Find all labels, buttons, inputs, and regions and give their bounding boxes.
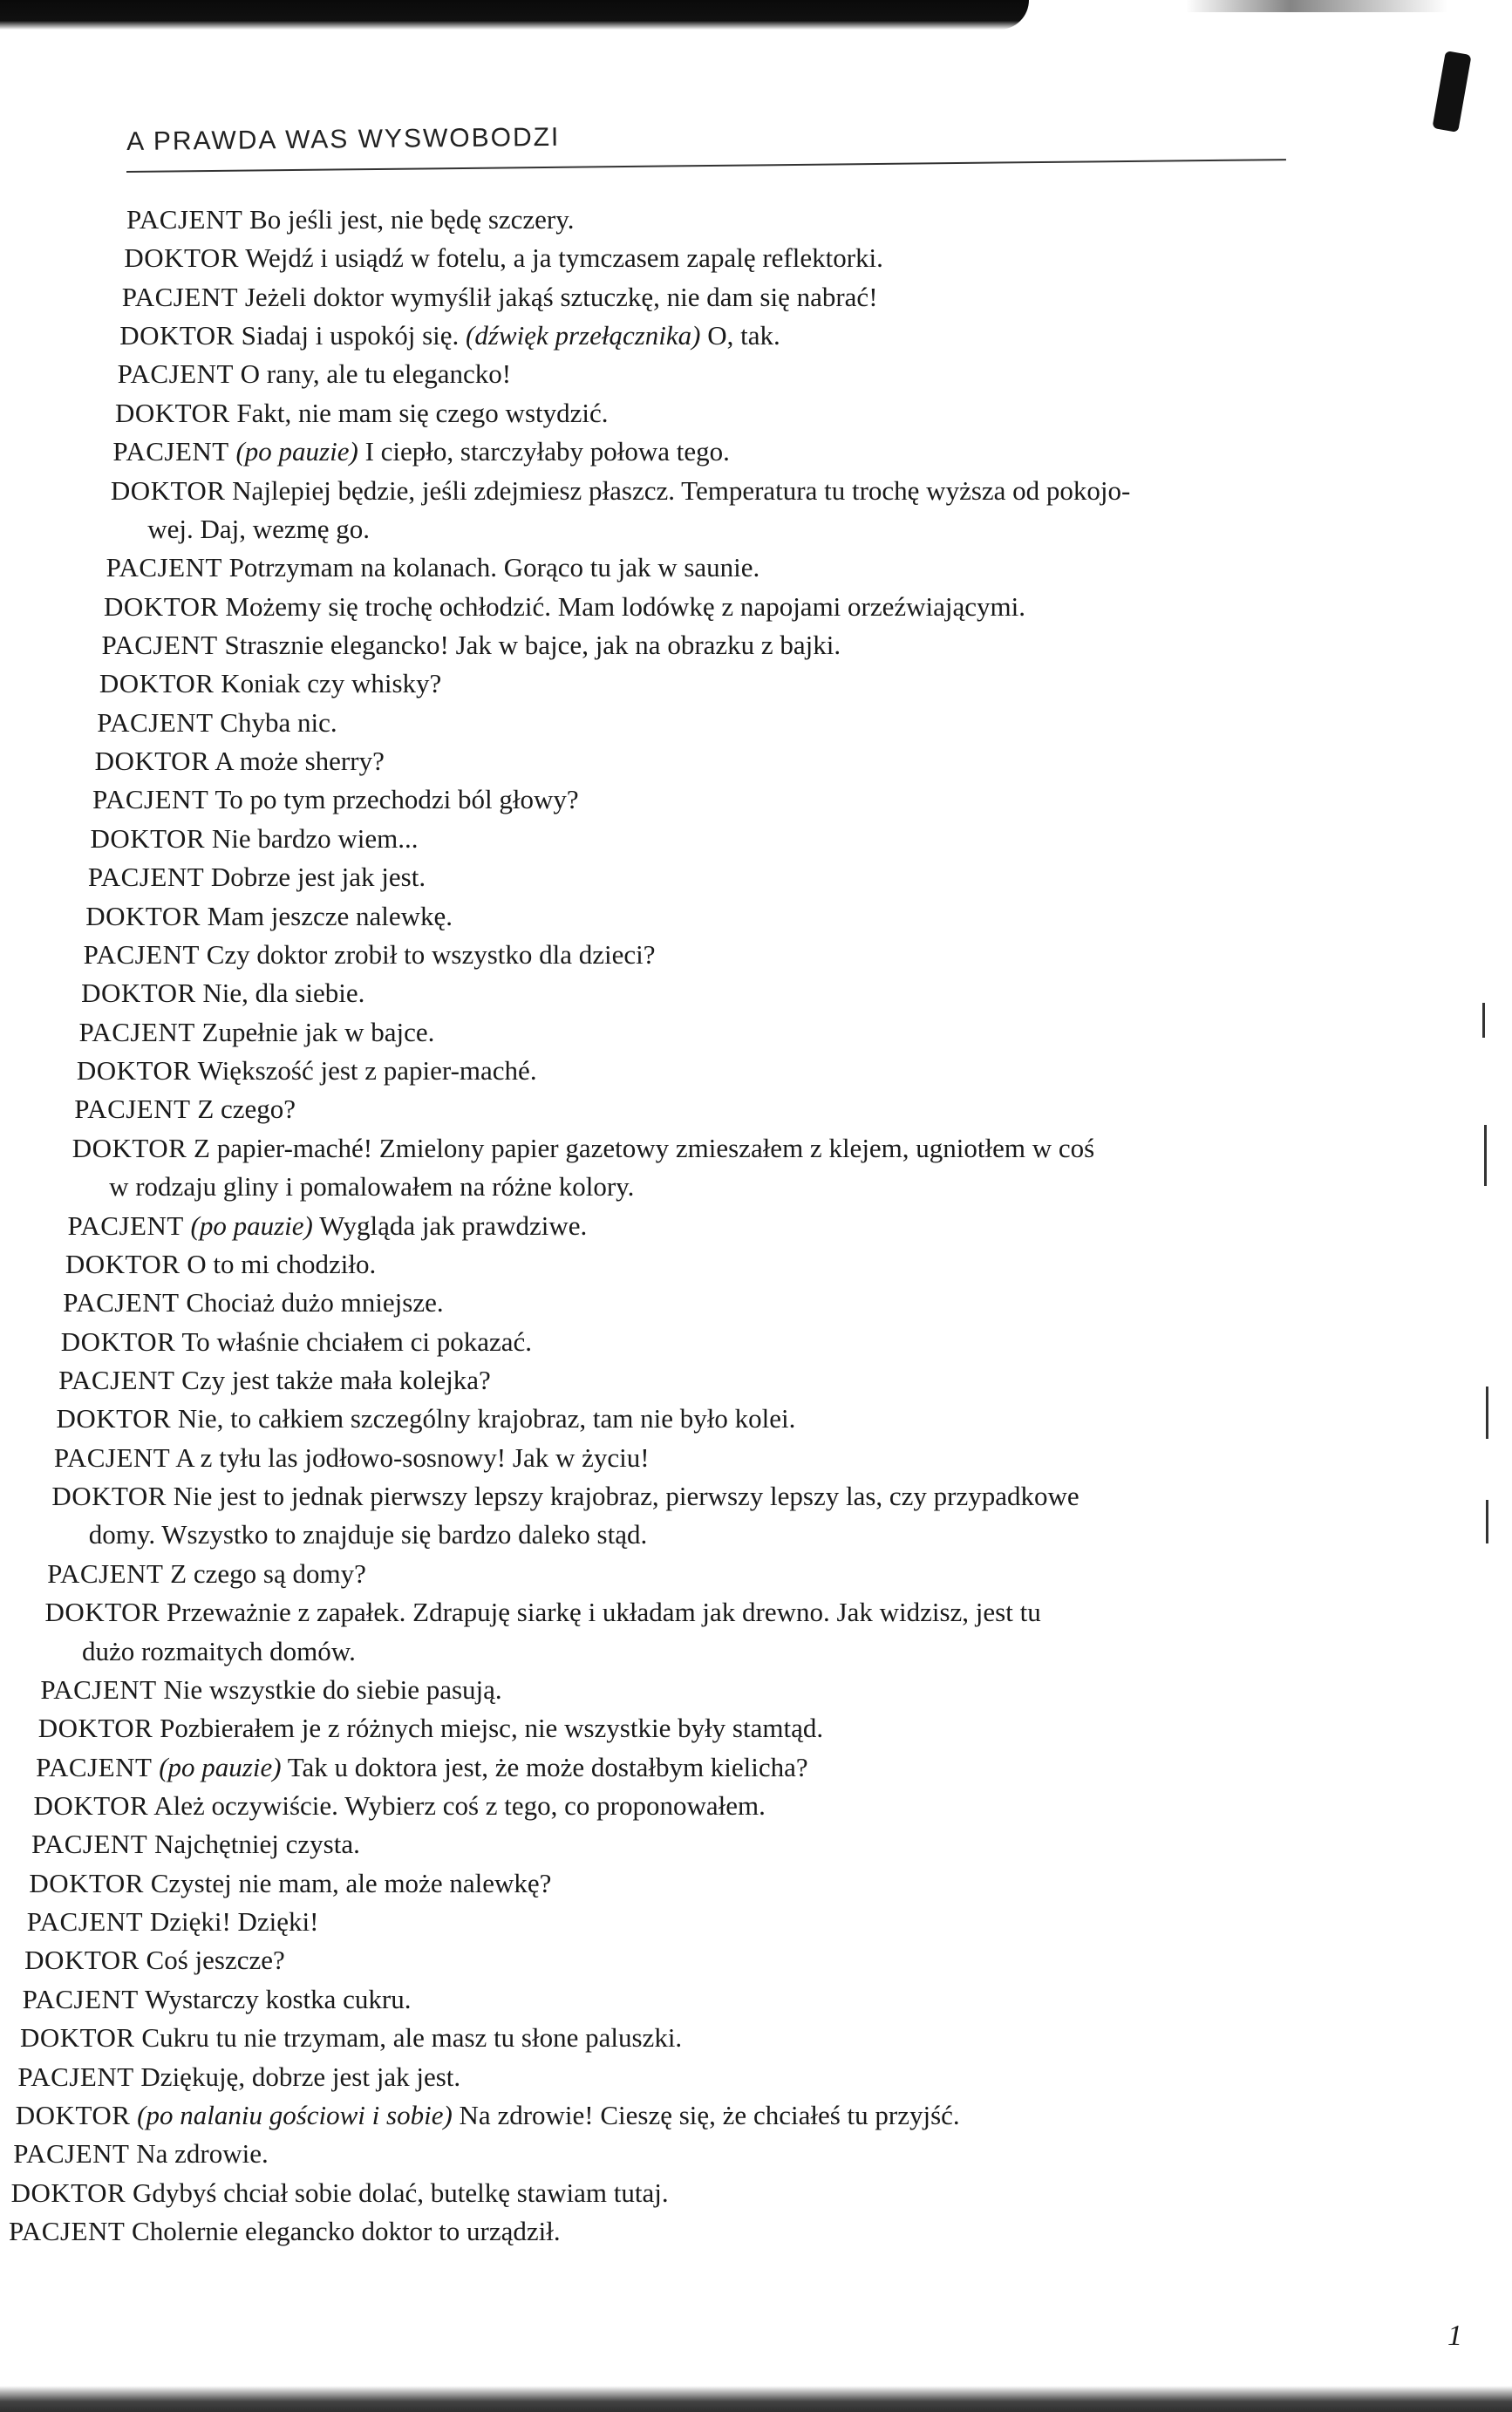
speaker-name: DOKTOR: [56, 1403, 172, 1434]
running-header: A PRAWDA WAS WYSWOBODZI: [126, 122, 561, 156]
line-text: Mam jeszcze nalewkę.: [200, 900, 453, 931]
speaker-name: DOKTOR: [124, 242, 239, 274]
line-text: Dzięki! Dzięki!: [143, 1906, 319, 1938]
speaker-name: PACJENT: [106, 552, 222, 583]
line-text: Najlepiej będzie, jeśli zdejmiesz płaszcz. Temperatura tu trochę wyższa od pokojo-: [225, 474, 1131, 506]
speaker-name: DOKTOR: [119, 320, 235, 351]
line-text: Gdybyś chciał sobie dolać, butelkę stawiam tutaj.: [126, 2177, 669, 2208]
dialogue-line: [15, 2099, 960, 2130]
speaker-name: PACJENT: [126, 204, 243, 235]
line-text: Tak u doktora jest, że może dostałbym kielicha?: [281, 1751, 808, 1782]
dialogue-line: [19, 2022, 683, 2054]
line-text: Nie, dla siebie.: [195, 978, 365, 1009]
line-text: Czy jest także mała kolejka?: [174, 1364, 491, 1395]
dialogue-line: [36, 1751, 808, 1782]
dialogue-line: [60, 1325, 533, 1357]
dialogue-line: [22, 1983, 412, 2014]
line-text: Nie, to całkiem szczególny krajobraz, tam nie było kolei.: [171, 1403, 796, 1434]
line-text: Zupełnie jak w bajce.: [194, 1016, 435, 1047]
dialogue-line: [51, 1481, 1080, 1512]
dialogue-line: [124, 242, 883, 274]
line-text: A może sherry?: [209, 746, 385, 777]
dialogue-line: [122, 283, 878, 310]
speaker-name: PACJENT: [9, 2216, 126, 2246]
dialogue-line: [90, 822, 419, 854]
speaker-name: PACJENT: [74, 1094, 191, 1125]
dialogue-line: [81, 978, 365, 1009]
line-text: Czy doktor zrobił to wszystko dla dzieci?: [199, 938, 656, 970]
line-text: Na zdrowie! Cieszę się, że chciałeś tu przyjść.: [452, 2099, 960, 2130]
line-text: Czystej nie mam, ale może nalewkę?: [143, 1867, 552, 1898]
speaker-name: DOKTOR: [76, 1055, 192, 1087]
dialogue-line: [37, 1713, 824, 1744]
dialogue-line: [9, 2218, 561, 2245]
speaker-name: DOKTOR: [44, 1597, 160, 1628]
dialogue-line-continuation: domy. Wszystko to znajduje się bardzo daleko stąd.: [88, 1519, 648, 1550]
line-text: O rany, ale tu elegancko!: [233, 358, 512, 390]
line-text: Nie jest to jednak pierwszy lepszy krajobraz, pierwszy lepszy las, czy przypadkowe: [166, 1481, 1080, 1512]
line-text: Chyba nic.: [213, 706, 337, 738]
speaker-name: PACJENT: [63, 1287, 180, 1318]
line-text: Z papier-maché! Zmielony papier gazetowy zmieszałem z klejem, ugniotłem w coś: [187, 1132, 1095, 1163]
line-text: Na zdrowie.: [129, 2138, 269, 2170]
dialogue-line: [87, 862, 426, 893]
speaker-name: DOKTOR: [19, 2022, 135, 2054]
dialogue-line: [104, 590, 1026, 622]
speaker-name: PACJENT: [83, 938, 200, 970]
stage-direction: (po pauzie): [228, 436, 358, 467]
speaker-name: DOKTOR: [115, 397, 230, 428]
speaker-name: DOKTOR: [37, 1713, 153, 1744]
line-text: Cukru tu nie trzymam, ale masz tu słone paluszki.: [134, 2022, 683, 2054]
line-text: Bo jeśli jest, nie będę szczery.: [242, 204, 575, 235]
dialogue-line-continuation: dużo rozmaitych domów.: [81, 1635, 356, 1666]
speaker-name: DOKTOR: [85, 900, 201, 931]
line-text: O to mi chodziło.: [180, 1248, 377, 1279]
dialogue-line: [13, 2138, 269, 2170]
speaker-name: PACJENT: [121, 281, 239, 312]
speaker-name: DOKTOR: [110, 474, 226, 506]
speaker-name: PACJENT: [87, 862, 205, 893]
dialogue-line: [76, 1055, 537, 1087]
speaker-name: PACJENT: [13, 2138, 130, 2170]
line-text: Przeważnie z zapałek. Zdrapuję siarkę i układam jak drewno. Jak widzisz, jest tu: [160, 1597, 1041, 1628]
speaker-name: DOKTOR: [65, 1248, 180, 1279]
line-text: Pozbierałem je z różnych miejsc, nie wszystkie były stamtąd.: [153, 1713, 824, 1744]
dialogue-line: [57, 1405, 796, 1432]
line-text: Dziękuję, dobrze jest jak jest.: [133, 2061, 461, 2092]
speaker-name: DOKTOR: [60, 1325, 176, 1357]
dialogue-line: [65, 1250, 376, 1278]
dialogue-line: [101, 630, 841, 661]
line-text: To właśnie chciałem ci pokazać.: [175, 1325, 533, 1357]
speaker-name: PACJENT: [26, 1906, 144, 1938]
dialogue-line: [53, 1441, 650, 1473]
speaker-name: PACJENT: [92, 784, 209, 815]
speaker-name: DOKTOR: [10, 2177, 126, 2208]
speaker-name: DOKTOR: [24, 1945, 140, 1976]
line-text: Chociaż dużo mniejsze.: [179, 1287, 444, 1318]
speaker-name: DOKTOR: [72, 1132, 187, 1163]
dialogue-line: [78, 1016, 435, 1047]
line-text: I ciepło, starczyłaby połowa tego.: [358, 436, 730, 467]
speaker-name: DOKTOR: [81, 978, 196, 1009]
speaker-name: PACJENT: [22, 1983, 139, 2014]
stage-direction: (po pauzie): [183, 1209, 313, 1241]
line-text: Z czego są domy?: [163, 1557, 366, 1589]
line-text: Wygląda jak prawdziwe.: [312, 1209, 588, 1241]
dialogue-line: [117, 358, 512, 390]
dialogue-line: [83, 938, 656, 970]
dialogue-line: [24, 1945, 285, 1976]
speaker-name: PACJENT: [58, 1364, 175, 1395]
line-text: Wystarczy kostka cukru.: [138, 1983, 412, 2014]
dialogue-line: [110, 474, 1131, 506]
speaker-name: PACJENT: [17, 2061, 134, 2092]
line-text: Potrzymam na kolanach. Gorąco tu jak w saunie.: [221, 552, 760, 583]
speaker-name: PACJENT: [97, 706, 214, 738]
line-text: Ależ oczywiście. Wybierz coś z tego, co proponowałem.: [148, 1789, 766, 1821]
dialogue-line: [119, 322, 780, 349]
speaker-name: DOKTOR: [33, 1789, 149, 1821]
line-text: Cholernie elegancko doktor to urządził.: [125, 2216, 561, 2246]
speaker-name: PACJENT: [31, 1829, 148, 1860]
line-text: Dobrze jest jak jest.: [204, 862, 426, 893]
line-text: Większość jest z papier-maché.: [191, 1055, 537, 1087]
line-text: Nie bardzo wiem...: [205, 822, 419, 854]
line-text: Nie wszystkie do siebie pasują.: [156, 1673, 502, 1705]
dialogue-line: [74, 1094, 296, 1125]
dialogue-line: [115, 399, 609, 426]
speaker-name: DOKTOR: [104, 590, 219, 622]
speaker-name: PACJENT: [117, 358, 234, 390]
line-text: Siadaj i uspokój się.: [234, 320, 460, 351]
stage-direction: (dźwięk przełącznika): [459, 320, 701, 351]
dialogue-line: [33, 1789, 766, 1821]
speaker-name: DOKTOR: [94, 746, 210, 777]
dialogue-line: [94, 746, 385, 777]
line-text: Jeżeli doktor wymyślił jakąś sztuczkę, nie dam się nabrać!: [238, 281, 878, 312]
speaker-name: PACJENT: [112, 436, 229, 467]
stage-direction: (po nalaniu gościowi i sobie): [130, 2099, 453, 2130]
line-text-after: O, tak.: [700, 320, 780, 351]
dialogue-line: [126, 206, 575, 233]
dialogue-line: [97, 706, 337, 738]
dialogue-line-continuation: wej. Daj, wezmę go.: [147, 513, 371, 544]
line-text: Najchętniej czysta.: [147, 1829, 360, 1860]
dialogue-line: [31, 1829, 360, 1860]
dialogue-line: [44, 1597, 1041, 1628]
speaker-name: PACJENT: [40, 1673, 157, 1705]
line-text: Koniak czy whisky?: [214, 668, 442, 699]
speaker-name: PACJENT: [47, 1557, 164, 1589]
dialogue-line: [11, 2179, 669, 2206]
line-text: Z czego?: [190, 1094, 296, 1125]
dialogue-line: [72, 1134, 1095, 1162]
line-text: Fakt, nie mam się czego wstydzić.: [229, 397, 609, 428]
dialogue-line: [29, 1867, 552, 1898]
speaker-name: DOKTOR: [90, 822, 206, 854]
dialogue-line: [92, 786, 579, 813]
dialogue-line: [99, 670, 441, 697]
speaker-name: PACJENT: [67, 1209, 184, 1241]
line-text: Strasznie elegancko! Jak w bajce, jak na obrazku z bajki.: [217, 630, 841, 661]
line-text: To po tym przechodzi ból głowy?: [208, 784, 579, 815]
speaker-name: DOKTOR: [99, 668, 215, 699]
speaker-name: PACJENT: [53, 1441, 171, 1473]
dialogue-line: [85, 900, 453, 931]
dialogue-line: [112, 438, 730, 465]
dialogue-line: [47, 1557, 366, 1589]
dialogue-line: [58, 1366, 491, 1393]
dialogue-line: [26, 1906, 319, 1938]
speaker-name: DOKTOR: [29, 1867, 144, 1898]
speaker-name: PACJENT: [78, 1016, 195, 1047]
speaker-name: DOKTOR: [15, 2099, 131, 2130]
dialogue-line-continuation: w rodzaju gliny i pomalowałem na różne kolory.: [109, 1171, 635, 1203]
speaker-name: PACJENT: [101, 630, 218, 661]
line-text: A z tyłu las jodłowo-sosnowy! Jak w życiu!: [170, 1441, 650, 1473]
dialogue-line: [63, 1289, 443, 1316]
dialogue-line: [17, 2063, 460, 2090]
page-number: 1: [1447, 2320, 1462, 2352]
line-text: Wejdź i usiądź w fotelu, a ja tymczasem zapalę reflektorki.: [239, 242, 883, 274]
line-text: Możemy się trochę ochłodzić. Mam lodówkę z napojami orzeźwiającymi.: [218, 590, 1026, 622]
speaker-name: PACJENT: [36, 1751, 153, 1782]
line-text: Coś jeszcze?: [139, 1945, 285, 1976]
speaker-name: DOKTOR: [51, 1481, 167, 1512]
stage-direction: (po pauzie): [152, 1751, 282, 1782]
dialogue-line: [67, 1209, 588, 1241]
dialogue-line: [106, 554, 760, 581]
dialogue-line: [40, 1673, 502, 1705]
